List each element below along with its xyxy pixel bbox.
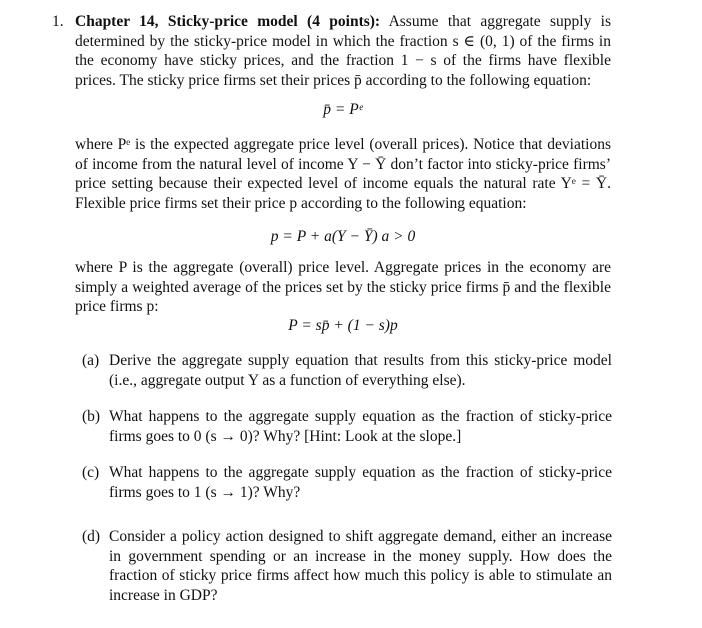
equation-flexible-price: p = P + a(Y − Ȳ) a > 0 xyxy=(270,228,416,245)
problem-number: 1. xyxy=(52,13,64,30)
intro-text: Assume that aggregate supply is determined by the sticky-price model in which the fraction s ∈ (0, 1) of the firms in the economy have sticky prices, and the fraction 1 − s of the firms have flexible prices. The sticky price firms set their prices p̄ according to the following equation: xyxy=(75,13,611,89)
question-text: What happens to the aggregate supply equation as the fraction of sticky-price firms goes to 0 (s → 0)? Why? [Hint: Look at the slope.] xyxy=(109,408,612,445)
question-label: (d) xyxy=(82,528,101,545)
equation-sticky-price: p̄ = Pᵉ xyxy=(323,101,363,118)
intro-paragraph xyxy=(75,12,611,90)
problem-title: Chapter 14, Sticky-price model (4 points): xyxy=(75,13,381,30)
question-label: (c) xyxy=(82,464,100,481)
question-text: Consider a policy action designed to shift aggregate demand, either an increase in government spending or an increase in the money supply. How does the fraction of sticky price firms affect how much this policy is able to stimulate an increase in GDP? xyxy=(109,528,612,604)
question-text: What happens to the aggregate supply equation as the fraction of sticky-price firms goes to 1 (s → 1)? Why? xyxy=(109,464,612,501)
question-text: Derive the aggregate supply equation that results from this sticky-price model (i.e., aggregate output Y as a function of everything else). xyxy=(109,352,612,389)
paragraph-aggregate-price: where P is the aggregate (overall) price level. Aggregate prices in the economy are simply a weighted average of the prices set by the sticky price firms p̄ and the flexible price firms p: xyxy=(75,259,611,315)
question-label: (a) xyxy=(82,352,100,369)
paragraph-expected-price: where Pᵉ is the expected aggregate price level (overall prices). Notice that deviations of income from the natural level of income Y − Ȳ don’t factor into sticky-price firms’ price setting because their expected level of income equals the natural rate Yᵉ = Ȳ. Flexible price firms set their price p according to the following equation: xyxy=(75,136,611,212)
equation-weighted-average: P = sp̄ + (1 − s)p xyxy=(288,317,398,334)
question-label: (b) xyxy=(82,408,101,425)
